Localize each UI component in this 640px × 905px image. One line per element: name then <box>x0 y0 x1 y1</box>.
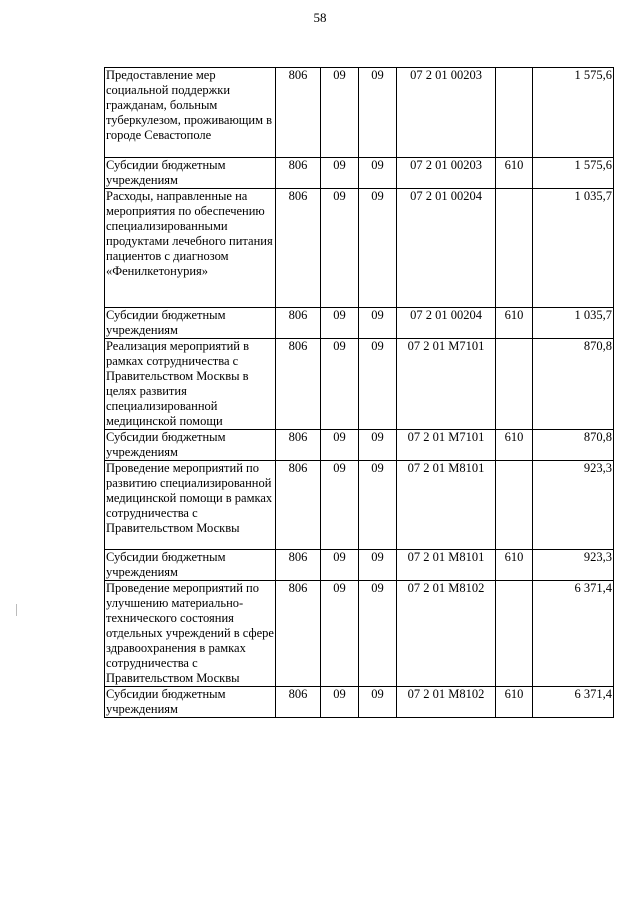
amount-value: 6 371,4 <box>533 687 614 718</box>
amount-value: 923,3 <box>533 550 614 581</box>
section-code: 09 <box>321 68 359 158</box>
subsection-code: 09 <box>359 461 397 550</box>
expense-type-code: 610 <box>496 158 533 189</box>
subsection-code: 09 <box>359 308 397 339</box>
ministry-code: 806 <box>276 687 321 718</box>
row-description: Реализация мероприятий в рамках сотрудничества с Правительством Москвы в целях развития специализированной медицинской помощи <box>105 339 276 430</box>
expense-type-code <box>496 581 533 687</box>
table-row <box>105 430 614 461</box>
subsection-code: 09 <box>359 189 397 308</box>
section-code: 09 <box>321 158 359 189</box>
table-row <box>105 189 614 308</box>
ministry-code: 806 <box>276 430 321 461</box>
subsection-code: 09 <box>359 687 397 718</box>
amount-value: 1 035,7 <box>533 308 614 339</box>
ministry-code: 806 <box>276 68 321 158</box>
table-row <box>105 68 614 158</box>
row-description: Проведение мероприятий по улучшению материально-технического состояния отдельных учреждений в сфере здравоохранения в рамках сотрудничества с Правительством Москвы <box>106 581 274 685</box>
table-row <box>105 158 614 189</box>
expense-type-code: 610 <box>496 687 533 718</box>
amount-value: 923,3 <box>533 461 614 550</box>
margin-mark <box>16 604 17 616</box>
target-article-code: 07 2 01 M7101 <box>397 339 496 430</box>
table-row <box>105 308 614 339</box>
amount-value: 1 575,6 <box>533 68 614 158</box>
target-article-code: 07 2 01 00204 <box>397 308 496 339</box>
expense-type-code <box>496 339 533 430</box>
section-code: 09 <box>321 430 359 461</box>
subsection-code: 09 <box>359 68 397 158</box>
table-row <box>105 581 614 687</box>
ministry-code: 806 <box>276 158 321 189</box>
ministry-code: 806 <box>276 339 321 430</box>
target-article-code: 07 2 01 00203 <box>397 68 496 158</box>
row-description: Предоставление мер социальной поддержки гражданам, больным туберкулезом, проживающим в городе Севастополе <box>105 68 276 158</box>
section-code: 09 <box>321 308 359 339</box>
table-row <box>105 550 614 581</box>
table-row <box>105 687 614 718</box>
subsection-code: 09 <box>359 550 397 581</box>
amount-value: 6 371,4 <box>533 581 614 687</box>
section-code: 09 <box>321 461 359 550</box>
amount-value: 1 035,7 <box>533 189 614 308</box>
target-article-code: 07 2 01 00203 <box>397 158 496 189</box>
subsection-code: 09 <box>359 581 397 687</box>
row-description: Проведение мероприятий по развитию специализированной медицинской помощи в рамках сотрудничества с Правительством Москвы <box>105 461 276 550</box>
expense-type-code: 610 <box>496 430 533 461</box>
subsection-code: 09 <box>359 430 397 461</box>
expense-type-code <box>496 68 533 158</box>
section-code: 09 <box>321 550 359 581</box>
ministry-code: 806 <box>276 581 321 687</box>
target-article-code: 07 2 01 M8101 <box>397 550 496 581</box>
amount-value: 1 575,6 <box>533 158 614 189</box>
row-description: Субсидии бюджетным учреждениям <box>105 158 276 189</box>
budget-table <box>104 67 614 718</box>
subsection-code: 09 <box>359 158 397 189</box>
table-row <box>105 461 614 550</box>
amount-value: 870,8 <box>533 430 614 461</box>
target-article-code: 07 2 01 M8101 <box>397 461 496 550</box>
section-code: 09 <box>321 189 359 308</box>
expense-type-code <box>496 461 533 550</box>
expense-type-code <box>496 189 533 308</box>
row-description: Расходы, направленные на мероприятия по обеспечению специализированными продуктами лечебного питания пациентов с диагнозом «Фенилкетонурия» <box>105 189 276 308</box>
row-description: Субсидии бюджетным учреждениям <box>105 687 276 718</box>
section-code: 09 <box>321 339 359 430</box>
row-description: Субсидии бюджетным учреждениям <box>105 550 276 581</box>
target-article-code: 07 2 01 M7101 <box>397 430 496 461</box>
expense-type-code: 610 <box>496 550 533 581</box>
section-code: 09 <box>321 581 359 687</box>
table-row <box>105 339 614 430</box>
target-article-code: 07 2 01 00204 <box>397 189 496 308</box>
target-article-code: 07 2 01 M8102 <box>397 687 496 718</box>
amount-value: 870,8 <box>533 339 614 430</box>
section-code: 09 <box>321 687 359 718</box>
ministry-code: 806 <box>276 550 321 581</box>
page-number: 58 <box>313 10 327 25</box>
ministry-code: 806 <box>276 308 321 339</box>
subsection-code: 09 <box>359 339 397 430</box>
target-article-code: 07 2 01 M8102 <box>397 581 496 687</box>
row-description: Субсидии бюджетным учреждениям <box>105 430 276 461</box>
ministry-code: 806 <box>276 189 321 308</box>
row-description: Субсидии бюджетным учреждениям <box>105 308 276 339</box>
ministry-code: 806 <box>276 461 321 550</box>
expense-type-code: 610 <box>496 308 533 339</box>
